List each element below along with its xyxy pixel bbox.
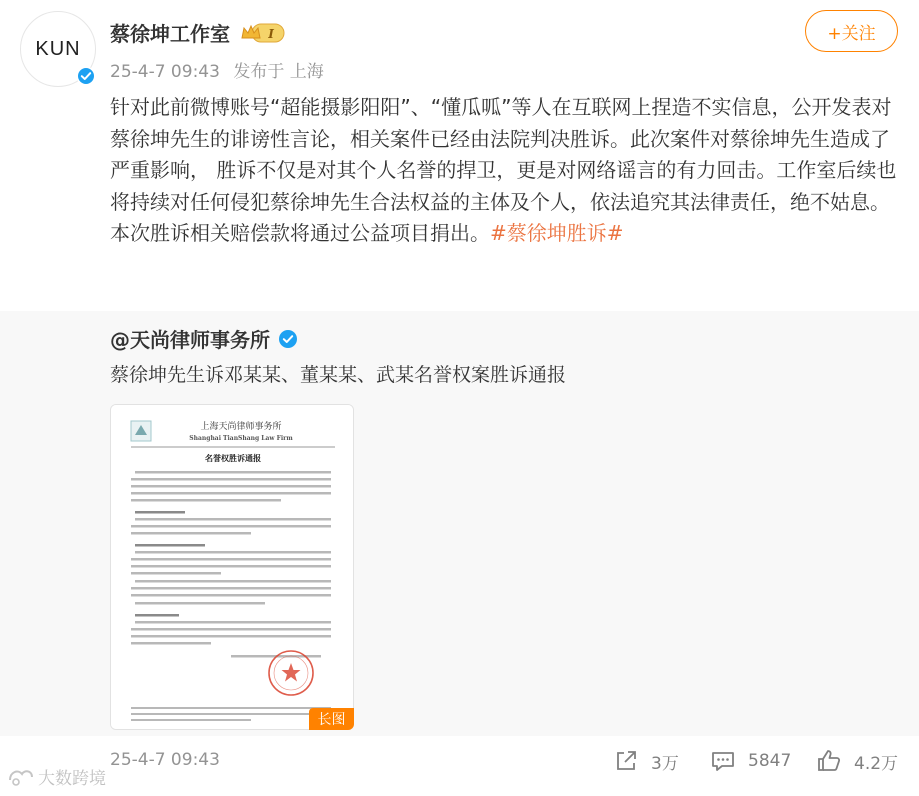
post-meta bbox=[110, 57, 324, 82]
post-content bbox=[110, 92, 900, 250]
post-source: 发布于 上海 bbox=[233, 62, 324, 82]
badge-level-text: I bbox=[268, 26, 274, 41]
doc-title-text: 名誉权胜诉通报 bbox=[205, 454, 261, 463]
long-image-tag: 长图 bbox=[309, 708, 354, 730]
share-count: 3万 bbox=[651, 753, 679, 774]
firm-cn-text: 上海天尚律师事务所 bbox=[200, 422, 282, 432]
share-icon bbox=[613, 748, 639, 774]
like-button[interactable] bbox=[816, 746, 898, 776]
like-count: 4.2万 bbox=[854, 753, 899, 774]
author-row bbox=[110, 18, 286, 47]
document-image[interactable] bbox=[110, 404, 354, 730]
share-button[interactable] bbox=[613, 746, 679, 776]
retweet-author-row bbox=[110, 324, 298, 353]
crown-level-icon bbox=[240, 22, 286, 44]
post-text: 针对此前微博账号“超能摄影阳阳”、“懂瓜呱”等人在互联网上捏造不实信息，公开发表对蔡徐坤先生的诽谤性言论，相关案件已经由法院判决胜诉。此次案件对蔡徐坤先生造成了严重影响， 胜诉不仅是对其个人名誉的捍卫，更是对网络谣言的有力回击。工作室后续也将持续对任何侵犯蔡徐坤先生合法权益的主体及个人，依法追究其法律责任，绝不姑息。本次胜诉相关赔偿款将通过公益项目捐出。 bbox=[110, 95, 897, 245]
watermark-text: 大数跨境 bbox=[38, 769, 106, 789]
comment-count: 5847 bbox=[748, 751, 792, 771]
avatar-logo-text: KUN bbox=[35, 37, 81, 60]
thumbs-up-icon bbox=[816, 748, 842, 774]
firm-en-text: Shanghai TianShang Law Firm bbox=[189, 435, 293, 442]
verified-icon bbox=[76, 66, 96, 86]
verified-icon bbox=[278, 329, 298, 349]
document-page bbox=[111, 405, 354, 730]
follow-button[interactable] bbox=[805, 10, 898, 52]
retweet-text: 蔡徐坤先生诉邓某某、董某某、武某名誉权案胜诉通报 bbox=[110, 364, 567, 386]
watermark-logo-icon bbox=[6, 766, 38, 788]
retweet-author[interactable]: @天尚律师事务所 bbox=[110, 328, 270, 352]
comment-icon bbox=[710, 748, 736, 774]
watermark bbox=[6, 764, 106, 789]
post-time[interactable]: 25-4-7 09:43 bbox=[110, 62, 220, 82]
comment-button[interactable] bbox=[710, 746, 791, 776]
member-badge[interactable] bbox=[240, 22, 286, 44]
footer-time: 25-4-7 09:43 bbox=[110, 750, 220, 770]
hashtag-link[interactable]: #蔡徐坤胜诉# bbox=[490, 221, 624, 245]
follow-label: +关注 bbox=[827, 23, 876, 44]
author-name[interactable]: 蔡徐坤工作室 bbox=[110, 22, 230, 46]
